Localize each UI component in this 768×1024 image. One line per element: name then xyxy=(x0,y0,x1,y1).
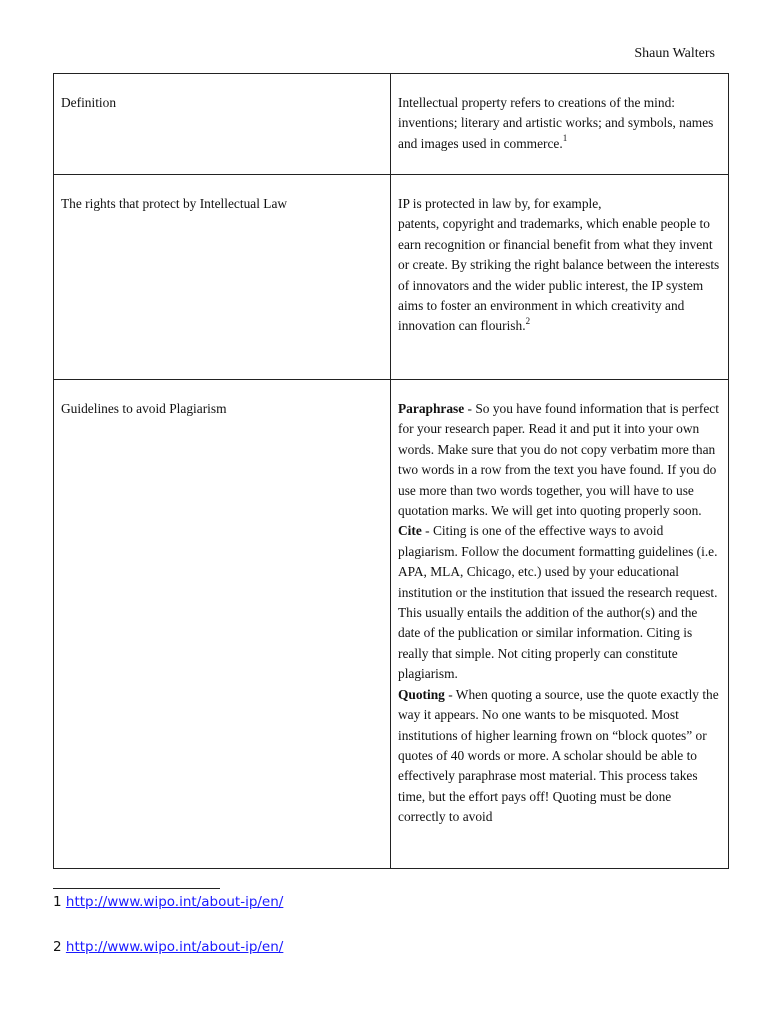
footnote-link[interactable]: http://www.wipo.int/about-ip/en/ xyxy=(65,894,284,910)
guideline-term: Paraphrase xyxy=(398,401,465,416)
row-label: Definition xyxy=(61,95,117,110)
footnote-ref[interactable]: 2 xyxy=(525,315,531,326)
definition-text xyxy=(391,74,728,154)
footnote-ref[interactable]: 1 xyxy=(562,133,568,144)
row-label: The rights that protect by Intellectual Law xyxy=(61,196,288,211)
footnote-number: 1 xyxy=(53,894,62,910)
guideline-quoting xyxy=(398,685,721,828)
footnote-2 xyxy=(53,939,283,955)
table-row xyxy=(54,175,729,380)
table-row xyxy=(54,380,729,869)
table-row xyxy=(54,74,729,175)
rights-text xyxy=(391,175,728,337)
guideline-body: - So you have found information that is perfect for your research paper. Read it and put it into your own words. Make sure that you do not copy verbatim more than two words in a row from the text you have found. If you do use more than two words together, you will have to use quotation marks. We will get into quoting properly soon. xyxy=(398,401,719,519)
guideline-body: - Citing is one of the effective ways to avoid plagiarism. Follow the document formatting guidelines (i.e. APA, MLA, Chicago, etc.) used by your educational institution or the institution that issued the research request. This usually entails the addition of the author(s) and the date of the publication or similar information. Citing is really that simple. Not citing properly can constitute plagiarism. xyxy=(398,523,718,682)
row-label: Guidelines to avoid Plagiarism xyxy=(61,401,227,416)
guideline-paraphrase xyxy=(398,399,721,521)
guideline-cite xyxy=(398,521,721,684)
definitions-table xyxy=(53,73,729,869)
rights-lead: IP is protected in law by, for example, xyxy=(398,196,602,211)
row-label-cell xyxy=(54,74,391,175)
row-label-cell xyxy=(54,380,391,869)
author-name: Shaun Walters xyxy=(634,46,715,61)
footnote-number: 2 xyxy=(53,939,62,955)
rights-body: patents, copyright and trademarks, which enable people to earn recognition or financial benefit from what they invent or create. By striking the right balance between the interests of innovators and the wider public interest, the IP system aims to foster an environment in which creativity and innovation can flourish. xyxy=(398,216,720,334)
row-content-cell xyxy=(391,380,729,869)
row-label-cell xyxy=(54,175,391,380)
footnote-link[interactable]: http://www.wipo.int/about-ip/en/ xyxy=(65,939,284,955)
row-content-cell xyxy=(391,74,729,175)
guideline-body: - When quoting a source, use the quote exactly the way it appears. No one wants to be misquoted. Most institutions of higher learning frown on “block quotes” or quotes of 40 words or more. A scholar should be able to effectively paraphrase most material. This process takes time, but the effort pays off! Quoting must be done correctly to avoid xyxy=(398,686,719,825)
guidelines-text xyxy=(391,380,728,868)
guideline-term: Cite xyxy=(398,523,422,539)
guideline-term: Quoting xyxy=(398,686,445,702)
footnote-separator xyxy=(53,888,220,889)
row-content-cell xyxy=(391,175,729,380)
definition-body: Intellectual property refers to creations of the mind: inventions; literary and artistic works; and symbols, names and images used in commerce. xyxy=(398,95,714,151)
footnote-1 xyxy=(53,894,283,910)
